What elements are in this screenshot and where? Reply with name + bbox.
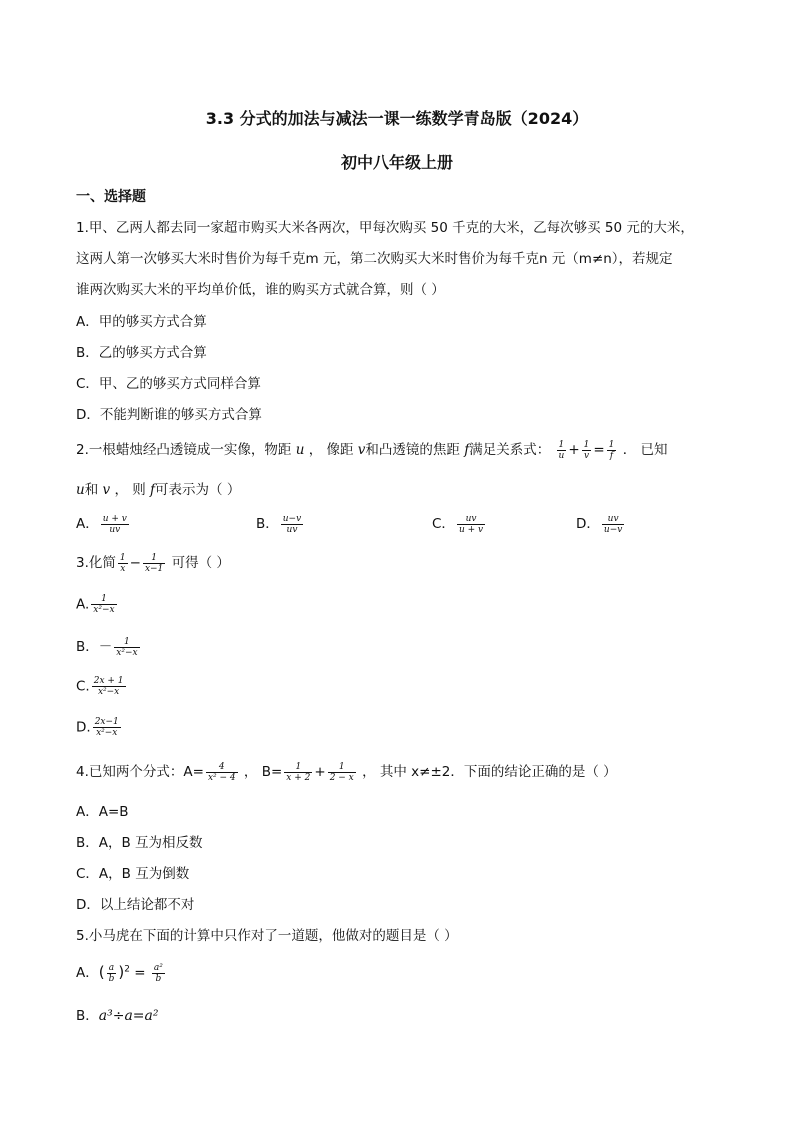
question-4-text-b: ， B= (243, 764, 283, 780)
numerator: 1 (91, 594, 116, 605)
question-2-option-a (76, 512, 131, 535)
fraction-b2 (328, 762, 356, 783)
open-paren: ( (98, 963, 105, 981)
question-3-option-b (76, 635, 142, 658)
option-label: A． (76, 516, 99, 532)
question-5-option-a (76, 961, 167, 984)
denominator: x²−x (96, 728, 118, 738)
var-u-2: u (76, 482, 85, 498)
fraction-a-squared-over-b (152, 963, 165, 984)
denominator: x + 2 (286, 772, 311, 783)
option-fraction (457, 514, 485, 535)
numerator: 2x + 1 (93, 676, 124, 686)
var-f-2: f (150, 482, 156, 498)
question-4-option-a: A．A=B (76, 804, 129, 820)
option-expression: a³÷a=a² (98, 1008, 159, 1024)
denominator: 2 − x (329, 772, 354, 783)
option-label: C. (76, 678, 90, 695)
document-subtitle: 初中八年级上册 (340, 153, 453, 172)
question-2-text-c: 和凸透镜的焦距 (365, 442, 460, 458)
question-1-line-1: 1.甲、乙两人都去同一家超市购买大米各两次，甲每次购买 50 千克的大米，乙每次够买 50 元的大米， (76, 220, 694, 236)
var-v-2: v (102, 482, 111, 498)
denominator: x²−x (93, 605, 115, 615)
question-1-option-b: B．乙的够买方式合算 (76, 345, 207, 361)
question-3-text-b: 可得（ ） (171, 555, 230, 571)
question-2-line2-b: ， 则 (114, 482, 146, 498)
option-label: C． (432, 516, 455, 532)
question-4-option-b: B．A，B 互为相反数 (76, 835, 203, 851)
question-3-stem (76, 551, 230, 574)
option-sign: － (98, 639, 113, 655)
minus-sign: − (129, 555, 141, 571)
fraction-1-over-x (118, 553, 128, 574)
numerator: 4 (206, 762, 238, 773)
option-label: B． (256, 516, 279, 532)
question-3-option-c (76, 676, 128, 697)
denominator: x² − 4 (207, 772, 236, 783)
denominator: f (609, 450, 614, 461)
question-5-stem: 5.小马虎在下面的计算中只作对了一道题，他做对的题目是（ ） (76, 928, 458, 944)
numerator: a (107, 963, 117, 974)
question-3-option-a (76, 594, 119, 615)
numerator: a² (153, 962, 163, 973)
denominator: u−v (603, 524, 623, 535)
numerator: 1 (284, 762, 312, 773)
equals-sign: = (593, 442, 605, 458)
denominator: b (155, 973, 162, 984)
question-1-option-d: D．不能判断谁的够买方式合算 (76, 407, 262, 423)
question-1-line-2: 这两人第一次够买大米时售价为每千克m 元，第二次购买大米时售价为每千克n 元（m≠n），若规定 (76, 251, 673, 267)
option-label: A． (76, 965, 99, 981)
option-label: D. (76, 719, 91, 736)
numerator: 2x−1 (94, 717, 119, 727)
fraction-1-over-f (607, 440, 617, 461)
denominator: uv (109, 524, 121, 535)
var-v: v (357, 442, 366, 458)
plus-sign: + (568, 442, 580, 458)
fraction-a-over-b (107, 963, 117, 984)
numerator: 1 (119, 552, 126, 563)
close-paren: ) (118, 963, 125, 981)
denominator: v (583, 450, 590, 461)
denominator: x (120, 563, 126, 574)
option-fraction (114, 637, 139, 658)
fraction-b1 (284, 762, 312, 783)
var-u: u (295, 442, 305, 458)
option-fraction (92, 676, 126, 697)
question-5-option-b (76, 1004, 159, 1024)
denominator: u (558, 450, 565, 461)
option-fraction (91, 594, 116, 615)
equals-sign: = (134, 965, 146, 981)
numerator: 1 (328, 762, 356, 773)
section-heading: 一、选择题 (76, 189, 146, 205)
question-4-text-a: 4.已知两个分式：A= (76, 764, 204, 780)
question-4-option-d: D．以上结论都不对 (76, 897, 195, 913)
question-4-text-c: ， 其中 x≠±2．下面的结论正确的是（ ） (362, 764, 617, 780)
fraction-1-over-v (582, 440, 592, 461)
fraction-1-over-u (557, 440, 567, 461)
question-1-option-c: C．甲、乙的够买方式同样合算 (76, 376, 261, 392)
question-2-text-e: ． 已知 (622, 442, 668, 458)
question-4-stem (76, 760, 617, 783)
question-2-text-a: 2.一根蜡烛经凸透镜成一实像，物距 (76, 442, 292, 458)
numerator: 1 (583, 439, 590, 450)
option-fraction (93, 717, 121, 738)
denominator: uv (286, 524, 298, 535)
numerator: 1 (143, 553, 165, 564)
numerator: uv (602, 514, 624, 525)
numerator: u + v (102, 513, 127, 524)
question-2-option-b (256, 512, 305, 535)
document-title: 3.3 分式的加法与减法一课一练数学青岛版（2024） (205, 109, 589, 128)
numerator: 1 (608, 439, 615, 450)
question-2-line2-c: 可表示为（ ） (155, 482, 241, 498)
question-2-line2-a: 和 (84, 482, 99, 498)
numerator: 1 (557, 440, 567, 451)
option-label: D． (576, 516, 600, 532)
option-label: B． (76, 1008, 99, 1024)
question-1-option-a: A．甲的够买方式合算 (76, 314, 207, 330)
question-2-text-b: ， 像距 (308, 442, 354, 458)
question-2-line-1 (76, 438, 668, 461)
question-2-option-d (576, 512, 626, 535)
var-f: f (464, 442, 470, 458)
denominator: b (108, 973, 115, 984)
denominator: x²−x (116, 647, 138, 658)
question-2-text-d: 满足关系式： (469, 442, 551, 458)
fraction-1-over-x-minus-1 (143, 553, 165, 574)
question-2-option-c (432, 512, 487, 535)
plus-sign: + (314, 764, 326, 780)
question-1-line-3: 谁两次购买大米的平均单价低，谁的购买方式就合算，则（ ） (76, 282, 445, 298)
option-label: B． (76, 639, 99, 655)
fraction-a (206, 762, 238, 783)
question-4-option-c: C．A，B 互为倒数 (76, 866, 190, 882)
option-fraction (602, 514, 624, 535)
denominator: u + v (458, 524, 484, 535)
numerator: uv (457, 514, 485, 525)
denominator: x−1 (144, 563, 164, 574)
question-2-line-2 (76, 478, 240, 498)
option-fraction (101, 514, 129, 535)
numerator: 1 (114, 637, 139, 648)
option-label: A. (76, 596, 90, 613)
numerator: u−v (282, 513, 302, 524)
exponent: 2 (124, 964, 130, 975)
question-3-option-d (76, 717, 123, 738)
question-3-text-a: 3.化简 (76, 555, 116, 571)
option-fraction (281, 514, 303, 535)
denominator: x²−x (97, 687, 120, 697)
